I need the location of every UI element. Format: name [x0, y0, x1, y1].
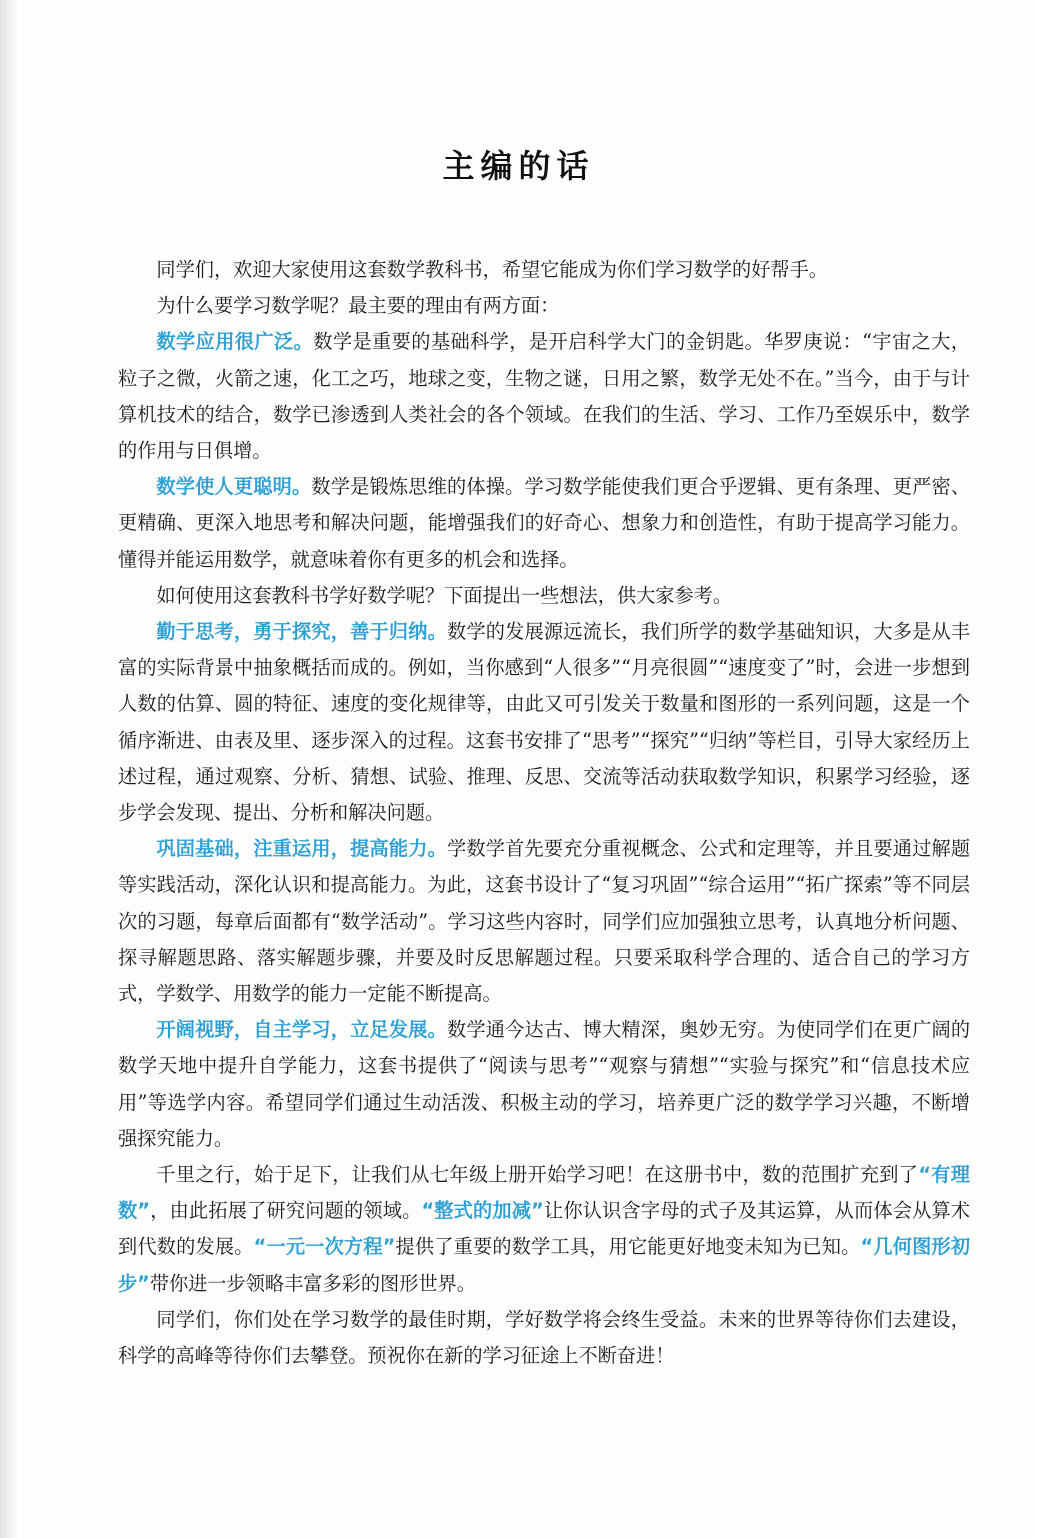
- paragraph-heading: 数学使人更聪明。: [156, 475, 312, 499]
- paragraph-text: 数学通今达古、博大精深，奥妙无穷。为使同学们在更广阔的数学天地中提升自学能力，这套书提供了“阅读与思考”“观察与猜想”“实验与探究”和“信息技术应用”等选学内容。希望同学们通过生动活泼、积极主动的学习，培养更广泛的数学学习兴趣，不断增强探究能力。: [118, 1018, 971, 1150]
- chapter-name: “一元一次方程”: [253, 1235, 396, 1259]
- chapter-name: “有理数”: [118, 1163, 970, 1223]
- paragraph-text: 同学们，欢迎大家使用这套数学教科书，希望它能成为你们学习数学的好帮手。: [156, 258, 828, 281]
- paragraph-text: 数学是重要的基础科学，是开启科学大门的金钥匙。华罗庚说：“宇宙之大，粒子之微，火箭之速，化工之巧，地球之变，生物之谜，日用之繁，数学无处不在。”当今，由于与计算机技术的结合，数学已渗透到人类社会的各个领域。在我们的生活、学习、工作乃至娱乐中，数学的作用与日俱增。: [118, 330, 971, 463]
- paragraph: [118, 578, 970, 614]
- page-title: 主编的话: [442, 147, 595, 186]
- chapter-name: “几何图形初步”: [118, 1235, 971, 1295]
- paragraph: [118, 614, 970, 831]
- paragraph: [118, 288, 970, 324]
- paragraph-text: 学数学首先要充分重视概念、公式和定理等，并且要通过解题等实践活动，深化认识和提高能力。为此，这套书设计了“复习巩固”“综合运用”“拓广探索”等不同层次的习题，每章后面都有“数学活动”。学习这些内容时，同学们应加强独立思考，认真地分析问题、探寻解题思路、落实解题步骤，并要及时反思解题过程。只要采取科学合理的、适合自己的学习方式，学数学、用数学的能力一定能不断提高。: [118, 837, 971, 1006]
- paragraph-text: 千里之行，始于足下，让我们从七年级上册开始学习吧！在这册书中，数的范围扩充到了: [156, 1163, 919, 1187]
- paragraph-text: 如何使用这套教科书学好数学呢？下面提出一些想法，供大家参考。: [156, 583, 733, 607]
- paragraph-text: 同学们，你们处在学习数学的最佳时期，学好数学将会终生受益。未来的世界等待你们去建设，科学的高峰等待你们去攀登。预祝你在新的学习征途上不断奋进！: [118, 1307, 970, 1368]
- paragraph-text: 数学是锻炼思维的体操。学习数学能使我们更合乎逻辑、更有条理、更严密、更精确、更深入地思考和解决问题，能增强我们的好奇心、想象力和创造性，有助于提高学习能力。懂得并能运用数学，就意味着你有更多的机会和选择。: [118, 475, 971, 571]
- paragraph-heading: 开阔视野，自主学习，立足发展。: [156, 1018, 448, 1042]
- paragraph-text: 为什么要学习数学呢？最主要的理由有两方面：: [156, 294, 560, 318]
- paragraph-heading: 勤于思考，勇于探究，善于归纳。: [156, 620, 448, 644]
- paragraph: [118, 469, 970, 578]
- paragraph: [118, 1157, 970, 1302]
- binding-edge: [0, 0, 18, 1538]
- paragraph-text: 让你认识含字母的式子及其运算，从而体会从算术到代数的发展。: [118, 1199, 971, 1259]
- paragraph-text: 数学的发展源远流长，我们所学的数学基础知识，大多是从丰富的实际背景中抽象概括而成的。例如，当你感到“人很多”“月亮很圆”“速度变了”时，会进一步想到人数的估算、圆的特征、速度的变化规律等，由此又可引发关于数量和图形的一系列问题，这是一个循序渐进、由表及里、逐步深入的过程。这套书安排了“思考”“探究”“归纳”等栏目，引导大家经历上述过程，通过观察、分析、猜想、试验、推理、反思、交流等活动获取数学知识，积累学习经验，逐步学会发现、提出、分析和解决问题。: [118, 620, 971, 825]
- paragraph: [118, 831, 970, 1012]
- paragraph-text: 提供了重要的数学工具，用它能更好地变未知为已知。: [395, 1235, 861, 1259]
- paragraph-heading: 巩固基础，注重运用，提高能力。: [156, 837, 448, 861]
- paragraph-heading: 数学应用很广泛。: [156, 330, 314, 354]
- paragraph-text: 带你进一步领略丰富多彩的图形世界。: [149, 1271, 476, 1295]
- paragraph: [118, 1302, 970, 1374]
- paragraph-text: ，由此拓展了研究问题的领域。: [150, 1199, 422, 1223]
- chapter-name: “整式的加减”: [421, 1199, 544, 1223]
- paragraph: [118, 1012, 970, 1157]
- paragraph: [118, 252, 970, 288]
- paragraph: [118, 324, 970, 469]
- body-text: [118, 252, 970, 1374]
